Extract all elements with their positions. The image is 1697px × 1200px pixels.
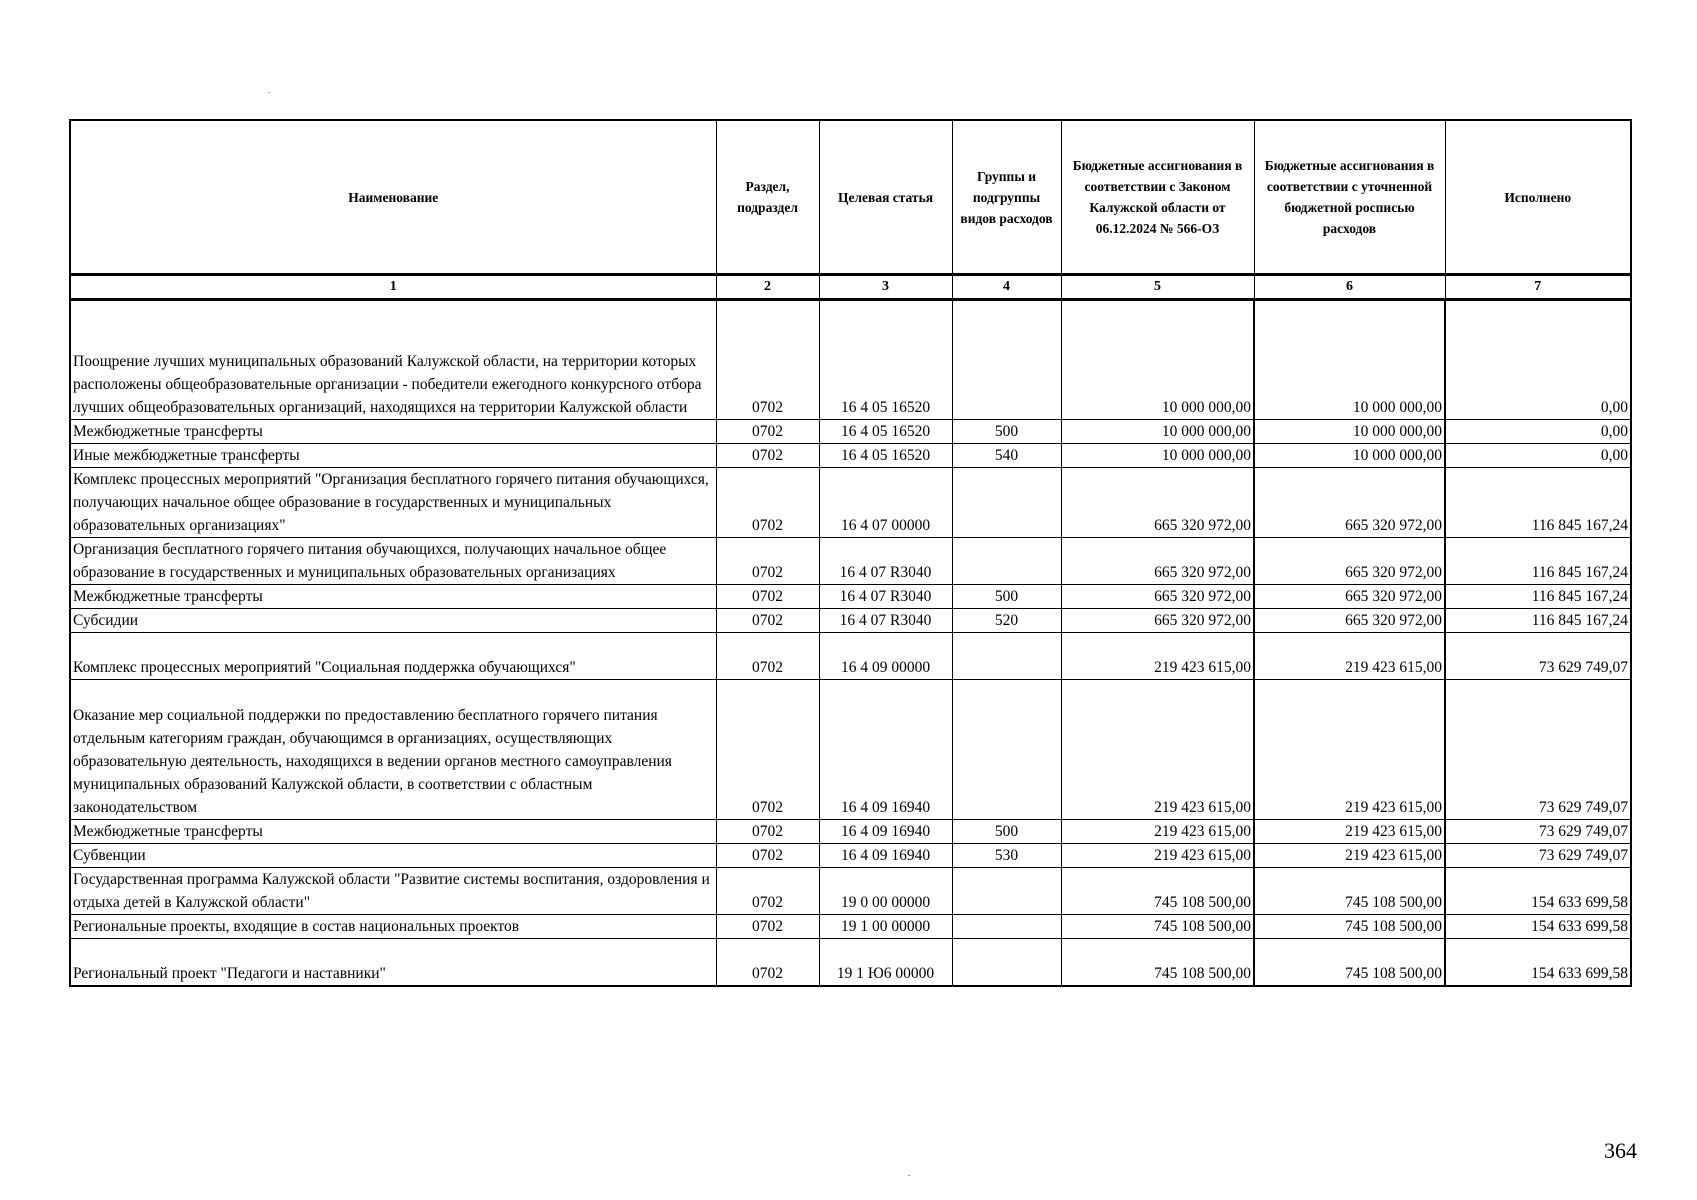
cell-section: 0702 [716, 939, 819, 986]
cell-name: Межбюджетные трансферты [70, 420, 716, 444]
cell-group [952, 680, 1061, 820]
cell-law: 10 000 000,00 [1061, 300, 1254, 420]
table-row [70, 444, 1631, 468]
cell-name: Организация бесплатного горячего питания обучающихся, получающих начальное общее образование в государственных и муниципальных образовательных организациях [70, 538, 716, 585]
cell-group: 530 [952, 844, 1061, 868]
cell-section: 0702 [716, 585, 819, 609]
cell-law: 219 423 615,00 [1061, 633, 1254, 680]
cell-refined: 665 320 972,00 [1254, 585, 1445, 609]
cell-executed: 116 845 167,24 [1445, 538, 1631, 585]
cell-target: 16 4 05 16520 [819, 444, 952, 468]
page-number: 364 [1604, 1138, 1637, 1163]
col-number: 5 [1061, 275, 1254, 300]
cell-target: 16 4 07 R3040 [819, 609, 952, 633]
cell-target: 16 4 07 00000 [819, 468, 952, 538]
cell-target: 19 0 00 00000 [819, 868, 952, 915]
cell-name: Комплекс процессных мероприятий "Социальная поддержка обучающихся" [70, 633, 716, 680]
cell-section: 0702 [716, 844, 819, 868]
table-row [70, 300, 1631, 420]
header-refined: Бюджетные ассигнования в соответствии с уточненной бюджетной росписью расходов [1254, 120, 1445, 275]
cell-target: 16 4 05 16520 [819, 420, 952, 444]
cell-refined: 745 108 500,00 [1254, 868, 1445, 915]
cell-target: 16 4 09 16940 [819, 844, 952, 868]
cell-law: 665 320 972,00 [1061, 585, 1254, 609]
table-row [70, 538, 1631, 585]
table-row [70, 820, 1631, 844]
cell-law: 10 000 000,00 [1061, 444, 1254, 468]
cell-section: 0702 [716, 300, 819, 420]
cell-name: Межбюджетные трансферты [70, 820, 716, 844]
cell-law: 745 108 500,00 [1061, 868, 1254, 915]
col-number: 4 [952, 275, 1061, 300]
table-row [70, 633, 1631, 680]
cell-target: 16 4 07 R3040 [819, 538, 952, 585]
cell-law: 219 423 615,00 [1061, 844, 1254, 868]
header-executed: Исполнено [1445, 120, 1631, 275]
cell-refined: 10 000 000,00 [1254, 420, 1445, 444]
cell-section: 0702 [716, 915, 819, 939]
column-number-row [70, 275, 1631, 300]
cell-group [952, 868, 1061, 915]
cell-executed: 0,00 [1445, 420, 1631, 444]
header-section: Раздел, подраздел [716, 120, 819, 275]
cell-refined: 665 320 972,00 [1254, 468, 1445, 538]
cell-name: Региональный проект "Педагоги и наставники" [70, 939, 716, 986]
cell-section: 0702 [716, 820, 819, 844]
cell-section: 0702 [716, 868, 819, 915]
cell-target: 16 4 09 00000 [819, 633, 952, 680]
cell-name: Иные межбюджетные трансферты [70, 444, 716, 468]
cell-group [952, 915, 1061, 939]
cell-target: 16 4 09 16940 [819, 820, 952, 844]
cell-name: Субсидии [70, 609, 716, 633]
cell-refined: 665 320 972,00 [1254, 538, 1445, 585]
table-row [70, 420, 1631, 444]
cell-group: 520 [952, 609, 1061, 633]
table-row [70, 680, 1631, 820]
cell-group: 500 [952, 420, 1061, 444]
cell-law: 745 108 500,00 [1061, 939, 1254, 986]
cell-name: Межбюджетные трансферты [70, 585, 716, 609]
cell-name: Поощрение лучших муниципальных образований Калужской области, на территории которых расположены общеобразовательные организации - победители ежегодного конкурсного отбора лучших общеобразовательных организаций, находящихся на территории Калужской области [70, 300, 716, 420]
col-number: 1 [70, 275, 716, 300]
cell-executed: 154 633 699,58 [1445, 868, 1631, 915]
header-target: Целевая статья [819, 120, 952, 275]
cell-section: 0702 [716, 680, 819, 820]
header-name: Наименование [70, 120, 716, 275]
budget-table [69, 119, 1632, 987]
cell-refined: 219 423 615,00 [1254, 844, 1445, 868]
cell-executed: 116 845 167,24 [1445, 585, 1631, 609]
cell-refined: 219 423 615,00 [1254, 633, 1445, 680]
cell-name: Государственная программа Калужской области "Развитие системы воспитания, оздоровления и отдыха детей в Калужской области" [70, 868, 716, 915]
cell-name: Региональные проекты, входящие в состав национальных проектов [70, 915, 716, 939]
cell-group [952, 468, 1061, 538]
cell-name: Комплекс процессных мероприятий "Организация бесплатного горячего питания обучающихся, получающих начальное общее образование в государственных и муниципальных образовательных организациях" [70, 468, 716, 538]
cell-law: 219 423 615,00 [1061, 680, 1254, 820]
cell-executed: 116 845 167,24 [1445, 609, 1631, 633]
cell-law: 219 423 615,00 [1061, 820, 1254, 844]
cell-target: 19 1 Ю6 00000 [819, 939, 952, 986]
col-number: 2 [716, 275, 819, 300]
cell-refined: 10 000 000,00 [1254, 300, 1445, 420]
cell-law: 665 320 972,00 [1061, 538, 1254, 585]
cell-section: 0702 [716, 609, 819, 633]
cell-executed: 0,00 [1445, 300, 1631, 420]
col-number: 7 [1445, 275, 1631, 300]
cell-executed: 154 633 699,58 [1445, 939, 1631, 986]
cell-refined: 745 108 500,00 [1254, 915, 1445, 939]
cell-refined: 665 320 972,00 [1254, 609, 1445, 633]
cell-section: 0702 [716, 633, 819, 680]
cell-group [952, 939, 1061, 986]
cell-refined: 219 423 615,00 [1254, 820, 1445, 844]
cell-target: 16 4 05 16520 [819, 300, 952, 420]
cell-group: 500 [952, 585, 1061, 609]
cell-section: 0702 [716, 468, 819, 538]
cell-group: 500 [952, 820, 1061, 844]
col-number: 6 [1254, 275, 1445, 300]
header-groups: Группы и подгруппы видов расходов [952, 120, 1061, 275]
cell-executed: 73 629 749,07 [1445, 680, 1631, 820]
cell-section: 0702 [716, 538, 819, 585]
header-row [70, 120, 1631, 275]
cell-law: 10 000 000,00 [1061, 420, 1254, 444]
cell-refined: 219 423 615,00 [1254, 680, 1445, 820]
cell-target: 16 4 09 16940 [819, 680, 952, 820]
cell-refined: 745 108 500,00 [1254, 939, 1445, 986]
cell-executed: 73 629 749,07 [1445, 820, 1631, 844]
table-row [70, 939, 1631, 986]
cell-executed: 73 629 749,07 [1445, 844, 1631, 868]
table-row [70, 915, 1631, 939]
table-row [70, 844, 1631, 868]
cell-name: Субвенции [70, 844, 716, 868]
cell-refined: 10 000 000,00 [1254, 444, 1445, 468]
cell-executed: 0,00 [1445, 444, 1631, 468]
cell-executed: 73 629 749,07 [1445, 633, 1631, 680]
cell-executed: 154 633 699,58 [1445, 915, 1631, 939]
cell-section: 0702 [716, 420, 819, 444]
cell-law: 665 320 972,00 [1061, 609, 1254, 633]
cell-group [952, 633, 1061, 680]
table-row [70, 468, 1631, 538]
table-row [70, 609, 1631, 633]
cell-group [952, 300, 1061, 420]
cell-target: 16 4 07 R3040 [819, 585, 952, 609]
table-row [70, 868, 1631, 915]
cell-group [952, 538, 1061, 585]
cell-law: 665 320 972,00 [1061, 468, 1254, 538]
table-row [70, 585, 1631, 609]
cell-group: 540 [952, 444, 1061, 468]
cell-name: Оказание мер социальной поддержки по предоставлению бесплатного горячего питания отдельным категориям граждан, обучающимся в организациях, осуществляющих образовательную деятельность, находящихся в ведении органов местного самоуправления муниципальных образований Калужской области, в соответствии с областным законодательством [70, 680, 716, 820]
header-law: Бюджетные ассигнования в соответствии с Законом Калужской области от 06.12.2024 № 566-ОЗ [1061, 120, 1254, 275]
cell-section: 0702 [716, 444, 819, 468]
cell-executed: 116 845 167,24 [1445, 468, 1631, 538]
cell-target: 19 1 00 00000 [819, 915, 952, 939]
col-number: 3 [819, 275, 952, 300]
cell-law: 745 108 500,00 [1061, 915, 1254, 939]
